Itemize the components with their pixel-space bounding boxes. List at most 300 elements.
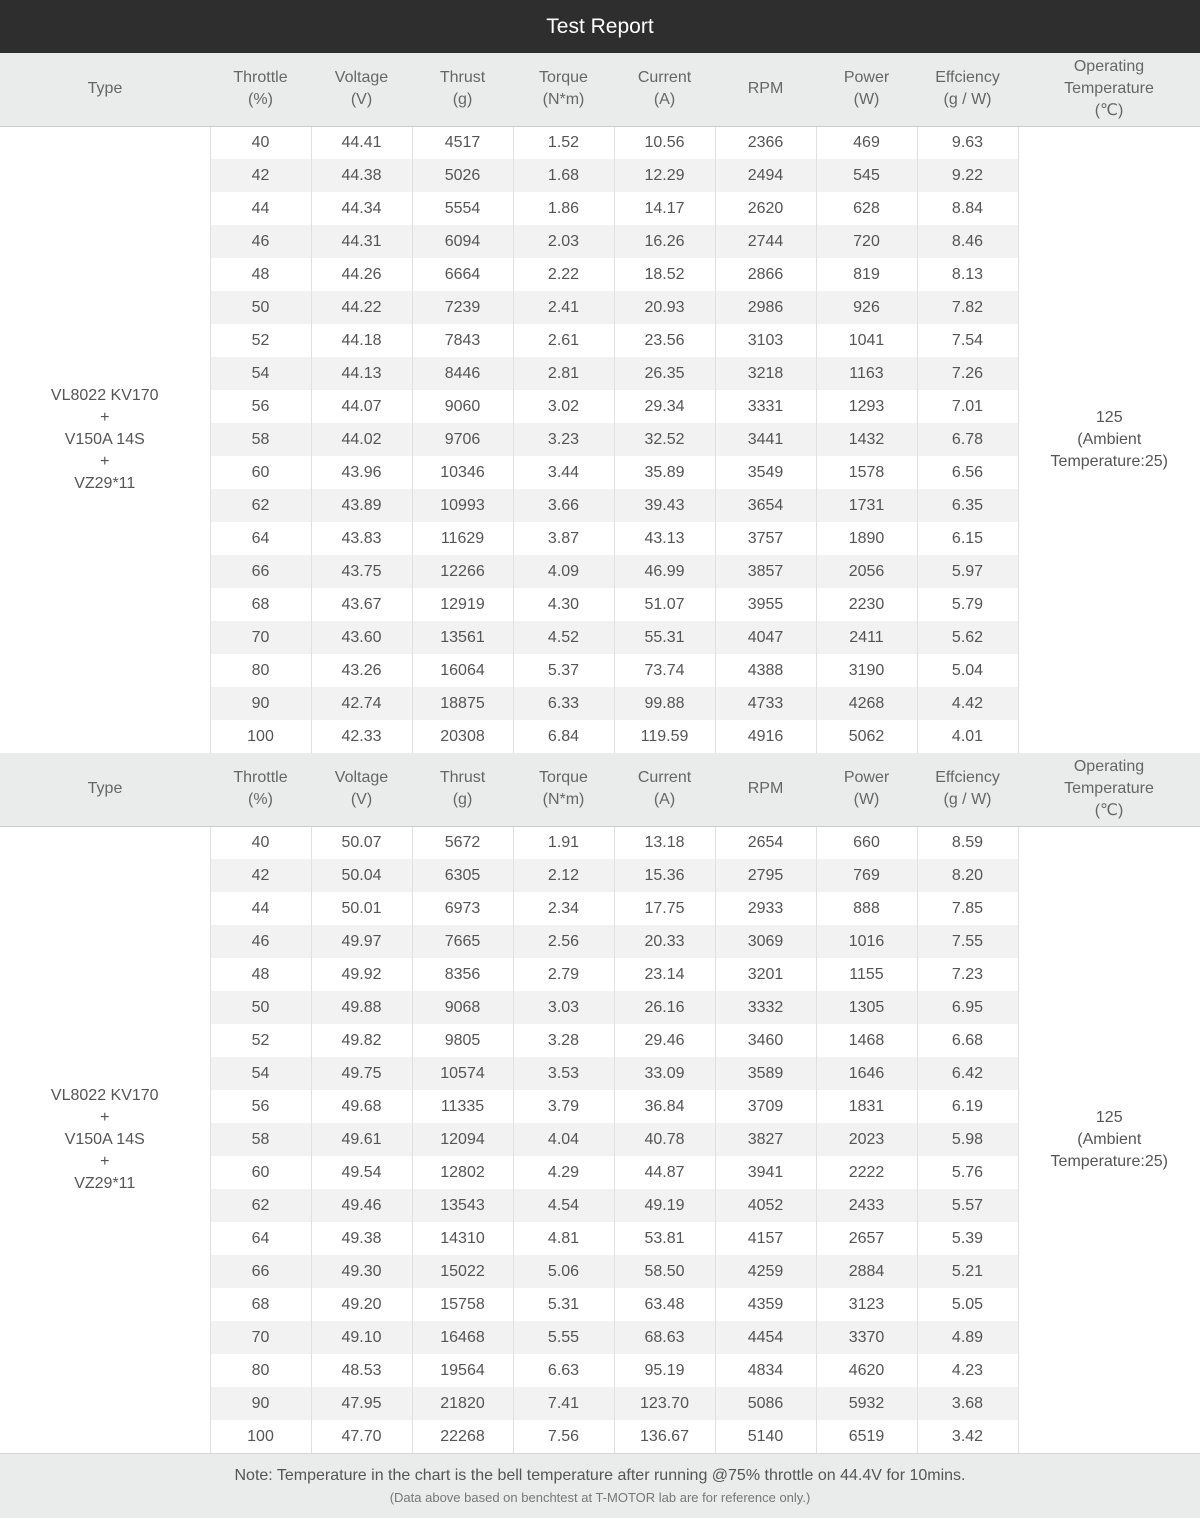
- col-throttle-header-line: (%): [248, 791, 273, 809]
- table-cell: 3709: [715, 1090, 816, 1123]
- table-cell: 1.86: [513, 192, 614, 225]
- table-cell: 4.30: [513, 588, 614, 621]
- col-throttle-header: [210, 53, 311, 126]
- operating-temperature-line: Temperature:25): [1050, 452, 1168, 470]
- table-cell: 44.41: [311, 126, 412, 159]
- table-cell: 100: [210, 720, 311, 753]
- col-thrust-header-line: Thrust: [439, 69, 486, 87]
- table-cell: 43.26: [311, 654, 412, 687]
- table-cell: 3757: [715, 522, 816, 555]
- table-cell: 2.12: [513, 859, 614, 892]
- table-cell: 4388: [715, 654, 816, 687]
- table-cell: 64: [210, 1222, 311, 1255]
- table-cell: 49.88: [311, 991, 412, 1024]
- table-cell: 54: [210, 1057, 311, 1090]
- table-cell: 926: [816, 291, 917, 324]
- combo-type-cell: [0, 126, 210, 753]
- col-current-header: [614, 53, 715, 126]
- table-cell: 40.78: [614, 1123, 715, 1156]
- table-cell: 6.35: [917, 489, 1018, 522]
- table-cell: 49.20: [311, 1288, 412, 1321]
- table-cell: 3549: [715, 456, 816, 489]
- table-cell: 8.13: [917, 258, 1018, 291]
- col-voltage-header-line: Voltage: [334, 769, 389, 787]
- table-cell: 50: [210, 291, 311, 324]
- table-cell: 70: [210, 1321, 311, 1354]
- table-cell: 3.79: [513, 1090, 614, 1123]
- col-voltage-header-line: Voltage: [334, 69, 389, 87]
- col-efficiency-header-line: (g / W): [943, 791, 992, 809]
- table-cell: 6664: [412, 258, 513, 291]
- col-voltage-header: [311, 753, 412, 826]
- table-cell: 6519: [816, 1420, 917, 1453]
- table-cell: 4.04: [513, 1123, 614, 1156]
- table-cell: 29.46: [614, 1024, 715, 1057]
- table-cell: 90: [210, 687, 311, 720]
- table-cell: 3.66: [513, 489, 614, 522]
- table-cell: 47.70: [311, 1420, 412, 1453]
- table-cell: 51.07: [614, 588, 715, 621]
- table-cell: 2.03: [513, 225, 614, 258]
- table-cell: 6973: [412, 892, 513, 925]
- table-cell: 2023: [816, 1123, 917, 1156]
- table-cell: 3218: [715, 357, 816, 390]
- table-cell: 819: [816, 258, 917, 291]
- table-cell: 17.75: [614, 892, 715, 925]
- table-cell: 26.35: [614, 357, 715, 390]
- col-efficiency-header-line: Effciency: [935, 69, 1000, 87]
- table-cell: 54: [210, 357, 311, 390]
- col-efficiency-header-line: Effciency: [935, 769, 1000, 787]
- table-cell: 95.19: [614, 1354, 715, 1387]
- table-cell: 16.26: [614, 225, 715, 258]
- table-row: [0, 126, 1200, 159]
- table-cell: 1890: [816, 522, 917, 555]
- table-cell: 4047: [715, 621, 816, 654]
- table-cell: 3123: [816, 1288, 917, 1321]
- table-cell: 3370: [816, 1321, 917, 1354]
- table-cell: 4.52: [513, 621, 614, 654]
- table-cell: 1041: [816, 324, 917, 357]
- table-cell: 43.60: [311, 621, 412, 654]
- table-cell: 44.26: [311, 258, 412, 291]
- table-cell: 64: [210, 522, 311, 555]
- table-cell: 6.78: [917, 423, 1018, 456]
- footnote-disclaimer: (Data above based on benchtest at T-MOTOR lab are for reference only.): [389, 1490, 811, 1505]
- table-cell: 5554: [412, 192, 513, 225]
- table-cell: 49.82: [311, 1024, 412, 1057]
- table-cell: 4.01: [917, 720, 1018, 753]
- table-cell: 52: [210, 324, 311, 357]
- table-cell: 7.56: [513, 1420, 614, 1453]
- col-type-header: Type: [0, 753, 210, 826]
- table-cell: 36.84: [614, 1090, 715, 1123]
- table-cell: 5.04: [917, 654, 1018, 687]
- table-cell: 5672: [412, 826, 513, 859]
- col-throttle-header-line: (%): [248, 91, 273, 109]
- col-temperature-header-line: (℃): [1094, 802, 1124, 820]
- table-cell: 2866: [715, 258, 816, 291]
- table-cell: 60: [210, 1156, 311, 1189]
- table-cell: 4.09: [513, 555, 614, 588]
- table-cell: 11629: [412, 522, 513, 555]
- table-cell: 4733: [715, 687, 816, 720]
- table-cell: 5.06: [513, 1255, 614, 1288]
- table-cell: 6.19: [917, 1090, 1018, 1123]
- table-cell: 42.74: [311, 687, 412, 720]
- table-cell: 44.02: [311, 423, 412, 456]
- table-cell: 3201: [715, 958, 816, 991]
- table-cell: 628: [816, 192, 917, 225]
- col-rpm-header: RPM: [715, 753, 816, 826]
- table-cell: 2.22: [513, 258, 614, 291]
- table-cell: 15758: [412, 1288, 513, 1321]
- table-cell: 3.87: [513, 522, 614, 555]
- table-cell: 18.52: [614, 258, 715, 291]
- table-cell: 40: [210, 826, 311, 859]
- table-cell: 4834: [715, 1354, 816, 1387]
- table-cell: 35.89: [614, 456, 715, 489]
- table-cell: 1293: [816, 390, 917, 423]
- table-row: [0, 826, 1200, 859]
- table-cell: 2.79: [513, 958, 614, 991]
- table-cell: 50.01: [311, 892, 412, 925]
- table-cell: 8.59: [917, 826, 1018, 859]
- table-cell: 60: [210, 456, 311, 489]
- table-cell: 4268: [816, 687, 917, 720]
- table-cell: 43.75: [311, 555, 412, 588]
- table-cell: 20308: [412, 720, 513, 753]
- table-cell: 5140: [715, 1420, 816, 1453]
- col-voltage-header: [311, 53, 412, 126]
- table-cell: 5.62: [917, 621, 1018, 654]
- table-cell: 10574: [412, 1057, 513, 1090]
- table-cell: 14310: [412, 1222, 513, 1255]
- table-cell: 58: [210, 1123, 311, 1156]
- table-cell: 6305: [412, 859, 513, 892]
- footnote: [0, 1453, 1200, 1518]
- col-temperature-header-line: Operating: [1073, 758, 1145, 776]
- table-cell: 5.55: [513, 1321, 614, 1354]
- table-cell: 3.44: [513, 456, 614, 489]
- col-thrust-header-line: (g): [452, 91, 473, 109]
- table-cell: 7843: [412, 324, 513, 357]
- col-power-header: [816, 753, 917, 826]
- table-cell: 3955: [715, 588, 816, 621]
- col-torque-header-line: Torque: [539, 769, 588, 787]
- col-throttle-header: [210, 753, 311, 826]
- table-cell: 6.42: [917, 1057, 1018, 1090]
- col-temperature-header-line: (℃): [1094, 102, 1124, 120]
- table-cell: 1305: [816, 991, 917, 1024]
- table-cell: 68.63: [614, 1321, 715, 1354]
- table-cell: 47.95: [311, 1387, 412, 1420]
- table-cell: 1155: [816, 958, 917, 991]
- col-temperature-header: [1018, 53, 1200, 126]
- table-cell: 3190: [816, 654, 917, 687]
- table-cell: 1432: [816, 423, 917, 456]
- col-efficiency-header: [917, 753, 1018, 826]
- table-cell: 43.67: [311, 588, 412, 621]
- table-cell: 7.41: [513, 1387, 614, 1420]
- table-cell: 2433: [816, 1189, 917, 1222]
- table-cell: 6.56: [917, 456, 1018, 489]
- col-torque-header: [513, 753, 614, 826]
- table-cell: 5.79: [917, 588, 1018, 621]
- table-cell: 66: [210, 1255, 311, 1288]
- table-cell: 49.19: [614, 1189, 715, 1222]
- table-cell: 44.34: [311, 192, 412, 225]
- combo-type-line: +: [100, 452, 110, 470]
- table-cell: 6094: [412, 225, 513, 258]
- table-cell: 29.34: [614, 390, 715, 423]
- table-cell: 888: [816, 892, 917, 925]
- col-torque-header-line: (N*m): [542, 791, 585, 809]
- table-cell: 44.31: [311, 225, 412, 258]
- table-cell: 1578: [816, 456, 917, 489]
- operating-temperature-cell: [1018, 826, 1200, 1453]
- table-cell: 12094: [412, 1123, 513, 1156]
- table-cell: 44.38: [311, 159, 412, 192]
- col-current-header-line: Current: [637, 769, 692, 787]
- combo-type-line: V150A 14S: [64, 430, 145, 448]
- table-cell: 1.68: [513, 159, 614, 192]
- table-cell: 7.23: [917, 958, 1018, 991]
- combo-type-line: VL8022 KV170: [50, 386, 159, 404]
- table-cell: 16064: [412, 654, 513, 687]
- col-current-header-line: Current: [637, 69, 692, 87]
- table-cell: 26.16: [614, 991, 715, 1024]
- table-cell: 46.99: [614, 555, 715, 588]
- table-cell: 49.38: [311, 1222, 412, 1255]
- table-cell: 56: [210, 390, 311, 423]
- table-cell: 63.48: [614, 1288, 715, 1321]
- table-cell: 23.56: [614, 324, 715, 357]
- table-cell: 2884: [816, 1255, 917, 1288]
- table-cell: 8.20: [917, 859, 1018, 892]
- col-power-header-line: Power: [843, 69, 890, 87]
- table-cell: 46: [210, 225, 311, 258]
- table-cell: 2657: [816, 1222, 917, 1255]
- table-cell: 1.52: [513, 126, 614, 159]
- table-cell: 80: [210, 654, 311, 687]
- table-cell: 48: [210, 258, 311, 291]
- table-cell: 4.23: [917, 1354, 1018, 1387]
- header-row: [0, 53, 1200, 126]
- table-cell: 2.34: [513, 892, 614, 925]
- table-cell: 42: [210, 859, 311, 892]
- table-cell: 3332: [715, 991, 816, 1024]
- table-cell: 6.95: [917, 991, 1018, 1024]
- table-cell: 545: [816, 159, 917, 192]
- table-cell: 3069: [715, 925, 816, 958]
- table-cell: 7.26: [917, 357, 1018, 390]
- table-cell: 49.10: [311, 1321, 412, 1354]
- table-cell: 32.52: [614, 423, 715, 456]
- table-cell: 100: [210, 1420, 311, 1453]
- col-thrust-header-line: Thrust: [439, 769, 486, 787]
- table-cell: 10993: [412, 489, 513, 522]
- footnote-main: Note: Temperature in the chart is the bell temperature after running @75% throttle on 44.4V for 10mins.: [234, 1467, 966, 1484]
- table-cell: 39.43: [614, 489, 715, 522]
- table-cell: 4.89: [917, 1321, 1018, 1354]
- table-cell: 6.33: [513, 687, 614, 720]
- table-cell: 7.01: [917, 390, 1018, 423]
- table-cell: 3589: [715, 1057, 816, 1090]
- table-cell: 7.55: [917, 925, 1018, 958]
- table-cell: 50: [210, 991, 311, 1024]
- table-cell: 4157: [715, 1222, 816, 1255]
- table-cell: 4.54: [513, 1189, 614, 1222]
- table-cell: 53.81: [614, 1222, 715, 1255]
- table-cell: 5.31: [513, 1288, 614, 1321]
- table-cell: 2230: [816, 588, 917, 621]
- col-voltage-header-line: (V): [350, 91, 373, 109]
- table-cell: 7665: [412, 925, 513, 958]
- table-cell: 3.02: [513, 390, 614, 423]
- table-cell: 50.07: [311, 826, 412, 859]
- table-cell: 13.18: [614, 826, 715, 859]
- table-cell: 136.67: [614, 1420, 715, 1453]
- col-current-header-line: (A): [653, 91, 676, 109]
- combo-type-line: V150A 14S: [64, 1130, 145, 1148]
- table-cell: 15.36: [614, 859, 715, 892]
- table-cell: 13543: [412, 1189, 513, 1222]
- table-cell: 62: [210, 1189, 311, 1222]
- table-cell: 2654: [715, 826, 816, 859]
- table-cell: 48.53: [311, 1354, 412, 1387]
- col-power-header-line: Power: [843, 769, 890, 787]
- table-cell: 5932: [816, 1387, 917, 1420]
- col-throttle-header-line: Throttle: [233, 769, 288, 787]
- operating-temperature-line: 125: [1095, 1108, 1123, 1126]
- table-cell: 18875: [412, 687, 513, 720]
- table-cell: 5.98: [917, 1123, 1018, 1156]
- table-cell: 12802: [412, 1156, 513, 1189]
- table-cell: 4.42: [917, 687, 1018, 720]
- table-cell: 469: [816, 126, 917, 159]
- table-cell: 44: [210, 892, 311, 925]
- table-cell: 56: [210, 1090, 311, 1123]
- table-cell: 9805: [412, 1024, 513, 1057]
- table-cell: 2620: [715, 192, 816, 225]
- table-cell: 12.29: [614, 159, 715, 192]
- table-cell: 44.87: [614, 1156, 715, 1189]
- table-cell: 2494: [715, 159, 816, 192]
- table-cell: 6.15: [917, 522, 1018, 555]
- col-temperature-header: [1018, 753, 1200, 826]
- table-cell: 5.05: [917, 1288, 1018, 1321]
- table-cell: 15022: [412, 1255, 513, 1288]
- operating-temperature-line: 125: [1095, 408, 1123, 426]
- table-cell: 49.97: [311, 925, 412, 958]
- table-cell: 6.84: [513, 720, 614, 753]
- table-cell: 42: [210, 159, 311, 192]
- table-cell: 12919: [412, 588, 513, 621]
- table-cell: 6.68: [917, 1024, 1018, 1057]
- table-cell: 7.54: [917, 324, 1018, 357]
- col-thrust-header: [412, 753, 513, 826]
- table-cell: 42.33: [311, 720, 412, 753]
- table-cell: 1016: [816, 925, 917, 958]
- table-cell: 660: [816, 826, 917, 859]
- table-cell: 10346: [412, 456, 513, 489]
- table-cell: 11335: [412, 1090, 513, 1123]
- table-cell: 58: [210, 423, 311, 456]
- table-cell: 8446: [412, 357, 513, 390]
- col-temperature-header-line: Operating: [1073, 58, 1145, 76]
- combo-type-line: VL8022 KV170: [50, 1086, 159, 1104]
- combo-type-line: VZ29*11: [74, 474, 136, 492]
- table-cell: 2.81: [513, 357, 614, 390]
- table-cell: 2366: [715, 126, 816, 159]
- col-power-header-line: (W): [853, 91, 880, 109]
- table-cell: 23.14: [614, 958, 715, 991]
- table-cell: 4620: [816, 1354, 917, 1387]
- table-cell: 49.30: [311, 1255, 412, 1288]
- table-cell: 5026: [412, 159, 513, 192]
- table-cell: 50.04: [311, 859, 412, 892]
- table-cell: 2.56: [513, 925, 614, 958]
- table-cell: 13561: [412, 621, 513, 654]
- table-cell: 21820: [412, 1387, 513, 1420]
- table-cell: 7.85: [917, 892, 1018, 925]
- table-cell: 8.84: [917, 192, 1018, 225]
- col-efficiency-header-line: (g / W): [943, 91, 992, 109]
- table-cell: 4259: [715, 1255, 816, 1288]
- table-cell: 49.92: [311, 958, 412, 991]
- table-cell: 3103: [715, 324, 816, 357]
- combo-type-line: +: [100, 1108, 110, 1126]
- table-cell: 44.13: [311, 357, 412, 390]
- table-cell: 3.03: [513, 991, 614, 1024]
- table-cell: 43.96: [311, 456, 412, 489]
- table-cell: 9060: [412, 390, 513, 423]
- table-cell: 123.70: [614, 1387, 715, 1420]
- table-cell: 49.75: [311, 1057, 412, 1090]
- col-torque-header-line: Torque: [539, 69, 588, 87]
- table-cell: 1831: [816, 1090, 917, 1123]
- table-cell: 5062: [816, 720, 917, 753]
- table-cell: 80: [210, 1354, 311, 1387]
- table-cell: 2795: [715, 859, 816, 892]
- combo-type-cell: [0, 826, 210, 1453]
- table-cell: 4.81: [513, 1222, 614, 1255]
- table-cell: 7239: [412, 291, 513, 324]
- operating-temperature-line: (Ambient: [1077, 430, 1142, 448]
- table-cell: 5.39: [917, 1222, 1018, 1255]
- table-cell: 33.09: [614, 1057, 715, 1090]
- table-cell: 70: [210, 621, 311, 654]
- col-power-header-line: (W): [853, 791, 880, 809]
- table-cell: 40: [210, 126, 311, 159]
- table-cell: 2.41: [513, 291, 614, 324]
- table-cell: 43.83: [311, 522, 412, 555]
- col-efficiency-header: [917, 53, 1018, 126]
- table-cell: 9068: [412, 991, 513, 1024]
- col-current-header: [614, 753, 715, 826]
- report-title-bar: [0, 0, 1200, 53]
- table-cell: 2986: [715, 291, 816, 324]
- table-cell: 9706: [412, 423, 513, 456]
- table-cell: 3.23: [513, 423, 614, 456]
- table-cell: 3.68: [917, 1387, 1018, 1420]
- table-cell: 5.57: [917, 1189, 1018, 1222]
- combo-type-line: +: [100, 1152, 110, 1170]
- table-cell: 4052: [715, 1189, 816, 1222]
- col-power-header: [816, 53, 917, 126]
- col-temperature-header-line: Temperature: [1064, 780, 1154, 798]
